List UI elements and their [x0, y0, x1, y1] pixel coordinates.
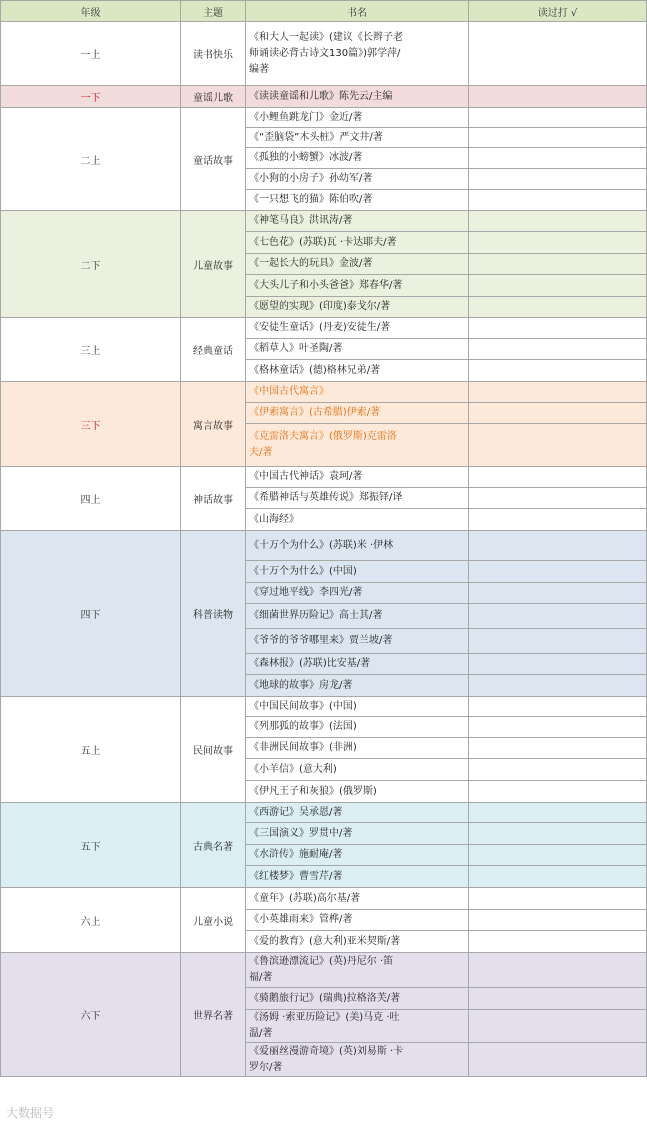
table-row	[1, 108, 647, 128]
book-title-cell: 《小羊信》(意大利)	[246, 759, 469, 781]
book-title-cell: 《十万个为什么》(中国)	[246, 561, 469, 583]
read-check-cell[interactable]	[469, 86, 647, 108]
book-title-cell: 《“歪脑袋”木头桩》严文井/著	[246, 128, 469, 148]
book-title-cell: 《非洲民间故事》(非洲)	[246, 738, 469, 759]
theme-cell: 科普读物	[181, 531, 246, 697]
table-row	[1, 888, 647, 910]
read-check-cell[interactable]	[469, 467, 647, 488]
table-row	[1, 382, 647, 403]
read-check-cell[interactable]	[469, 318, 647, 339]
book-title-cell: 《克雷洛夫寓言》(俄罗斯)克雷洛 夫/著	[246, 424, 469, 467]
read-check-cell[interactable]	[469, 211, 647, 232]
read-check-cell[interactable]	[469, 823, 647, 845]
grade-cell: 五下	[1, 803, 181, 888]
read-check-cell[interactable]	[469, 654, 647, 675]
table-row	[1, 22, 647, 86]
grade-cell: 四上	[1, 467, 181, 531]
theme-cell: 民间故事	[181, 697, 246, 803]
read-check-cell[interactable]	[469, 531, 647, 561]
book-title-cell: 《爱的教育》(意大利)亚米契斯/著	[246, 931, 469, 953]
theme-cell: 童谣儿歌	[181, 86, 246, 108]
book-title-cell: 《安徒生童话》(丹麦)安徒生/著	[246, 318, 469, 339]
book-title-cell: 《一只想飞的猫》陈伯吹/著	[246, 190, 469, 211]
read-check-cell[interactable]	[469, 1010, 647, 1043]
book-title-cell: 《骑鹅旅行记》(瑞典)拉格洛芙/著	[246, 988, 469, 1010]
read-check-cell[interactable]	[469, 254, 647, 275]
grade-cell: 四下	[1, 531, 181, 697]
grade-cell: 三下	[1, 382, 181, 467]
book-title-cell: 《三国演义》罗贯中/著	[246, 823, 469, 845]
book-title-cell: 《西游记》吴承恩/著	[246, 803, 469, 823]
book-title-cell: 《七色花》(苏联)瓦 ·卡达耶夫/著	[246, 232, 469, 254]
book-title-cell: 《水浒传》施耐庵/著	[246, 845, 469, 866]
watermark: 大数据号	[6, 1106, 55, 1120]
read-check-cell[interactable]	[469, 232, 647, 254]
table-row	[1, 211, 647, 232]
read-check-cell[interactable]	[469, 931, 647, 953]
book-title-cell: 《地球的故事》房龙/著	[246, 675, 469, 697]
read-check-cell[interactable]	[469, 403, 647, 424]
read-check-cell[interactable]	[469, 1043, 647, 1077]
read-check-cell[interactable]	[469, 717, 647, 738]
read-check-cell[interactable]	[469, 424, 647, 467]
read-check-cell[interactable]	[469, 953, 647, 988]
book-title-cell: 《童年》(苏联)高尔基/著	[246, 888, 469, 910]
header-grade: 年级	[1, 1, 181, 22]
theme-cell: 古典名著	[181, 803, 246, 888]
header-check: 读过打 √	[469, 1, 647, 22]
book-title-cell: 《一起长大的玩具》金波/著	[246, 254, 469, 275]
grade-cell: 六下	[1, 953, 181, 1077]
read-check-cell[interactable]	[469, 888, 647, 910]
read-check-cell[interactable]	[469, 108, 647, 128]
header-book: 书名	[246, 1, 469, 22]
book-title-cell: 《读读童谣和儿歌》陈先云/主编	[246, 86, 469, 108]
theme-cell: 儿童故事	[181, 211, 246, 318]
read-check-cell[interactable]	[469, 988, 647, 1010]
book-title-cell: 《十万个为什么》(苏联)米 ·伊林	[246, 531, 469, 561]
book-title-cell: 《中国民间故事》(中国)	[246, 697, 469, 717]
grade-cell: 一下	[1, 86, 181, 108]
read-check-cell[interactable]	[469, 128, 647, 148]
book-title-cell: 《格林童话》(德)格林兄弟/著	[246, 360, 469, 382]
grade-cell: 二上	[1, 108, 181, 211]
book-title-cell: 《红楼梦》曹雪芹/著	[246, 866, 469, 888]
book-title-cell: 《爱丽丝漫游奇境》(英)刘易斯 ·卡 罗尔/著	[246, 1043, 469, 1077]
book-title-cell: 《小鲤鱼跳龙门》金近/著	[246, 108, 469, 128]
read-check-cell[interactable]	[469, 509, 647, 531]
grade-cell: 三上	[1, 318, 181, 382]
table-header-row	[1, 1, 647, 22]
table-row	[1, 318, 647, 339]
grade-cell: 五上	[1, 697, 181, 803]
read-check-cell[interactable]	[469, 169, 647, 190]
read-check-cell[interactable]	[469, 675, 647, 697]
read-check-cell[interactable]	[469, 697, 647, 717]
read-check-cell[interactable]	[469, 339, 647, 360]
grade-cell: 一上	[1, 22, 181, 86]
book-title-cell: 《孤独的小螃蟹》冰波/著	[246, 148, 469, 169]
theme-cell: 世界名著	[181, 953, 246, 1077]
table-row	[1, 86, 647, 108]
read-check-cell[interactable]	[469, 190, 647, 211]
read-check-cell[interactable]	[469, 297, 647, 318]
grade-cell: 六上	[1, 888, 181, 953]
read-check-cell[interactable]	[469, 382, 647, 403]
book-title-cell: 《愿望的实现》(印度)泰戈尔/著	[246, 297, 469, 318]
book-title-cell: 《小狗的小房子》孙幼军/著	[246, 169, 469, 190]
read-check-cell[interactable]	[469, 866, 647, 888]
read-check-cell[interactable]	[469, 22, 647, 86]
table-row	[1, 953, 647, 988]
book-title-cell: 《和大人一起读》(建议《长辫子老 师诵读必背古诗文130篇》)郭学萍/ 编著	[246, 22, 469, 86]
book-title-cell: 《爷爷的爷爷哪里来》贾兰坡/著	[246, 629, 469, 654]
book-title-cell: 《伊索寓言》(古希腊)伊索/著	[246, 403, 469, 424]
read-check-cell[interactable]	[469, 275, 647, 297]
read-check-cell[interactable]	[469, 910, 647, 931]
read-check-cell[interactable]	[469, 488, 647, 509]
book-title-cell: 《希腊神话与英雄传说》郑振铎/译	[246, 488, 469, 509]
book-title-cell: 《大头儿子和小头爸爸》郑春华/著	[246, 275, 469, 297]
read-check-cell[interactable]	[469, 604, 647, 629]
table-row	[1, 467, 647, 488]
read-check-cell[interactable]	[469, 148, 647, 169]
book-title-cell: 《细菌世界历险记》高士其/著	[246, 604, 469, 629]
book-title-cell: 《伊凡王子和灰狼》(俄罗斯)	[246, 781, 469, 803]
table-body	[1, 22, 647, 1077]
header-theme: 主题	[181, 1, 246, 22]
theme-cell: 神话故事	[181, 467, 246, 531]
grade-cell: 二下	[1, 211, 181, 318]
read-check-cell[interactable]	[469, 781, 647, 803]
book-title-cell: 《神笔马良》洪讯涛/著	[246, 211, 469, 232]
book-title-cell: 《汤姆 ·索亚历险记》(美)马克 ·吐 温/著	[246, 1010, 469, 1043]
table-row	[1, 531, 647, 561]
book-title-cell: 《森林报》(苏联)比安基/著	[246, 654, 469, 675]
theme-cell: 儿童小说	[181, 888, 246, 953]
theme-cell: 童话故事	[181, 108, 246, 211]
read-check-cell[interactable]	[469, 738, 647, 759]
book-title-cell: 《稻草人》叶圣陶/著	[246, 339, 469, 360]
book-title-cell: 《山海经》	[246, 509, 469, 531]
book-title-cell: 《列那狐的故事》(法国)	[246, 717, 469, 738]
read-check-cell[interactable]	[469, 629, 647, 654]
book-title-cell: 《鲁滨逊漂流记》(英)丹尼尔 ·笛 福/著	[246, 953, 469, 988]
read-check-cell[interactable]	[469, 583, 647, 604]
read-check-cell[interactable]	[469, 561, 647, 583]
read-check-cell[interactable]	[469, 759, 647, 781]
book-title-cell: 《穿过地平线》李四光/著	[246, 583, 469, 604]
theme-cell: 经典童话	[181, 318, 246, 382]
read-check-cell[interactable]	[469, 845, 647, 866]
theme-cell: 读书快乐	[181, 22, 246, 86]
read-check-cell[interactable]	[469, 803, 647, 823]
table-row	[1, 803, 647, 823]
read-check-cell[interactable]	[469, 360, 647, 382]
book-title-cell: 《中国古代神话》袁珂/著	[246, 467, 469, 488]
book-title-cell: 《中国古代寓言》	[246, 382, 469, 403]
theme-cell: 寓言故事	[181, 382, 246, 467]
book-title-cell: 《小英雄雨来》管桦/著	[246, 910, 469, 931]
table-row	[1, 697, 647, 717]
